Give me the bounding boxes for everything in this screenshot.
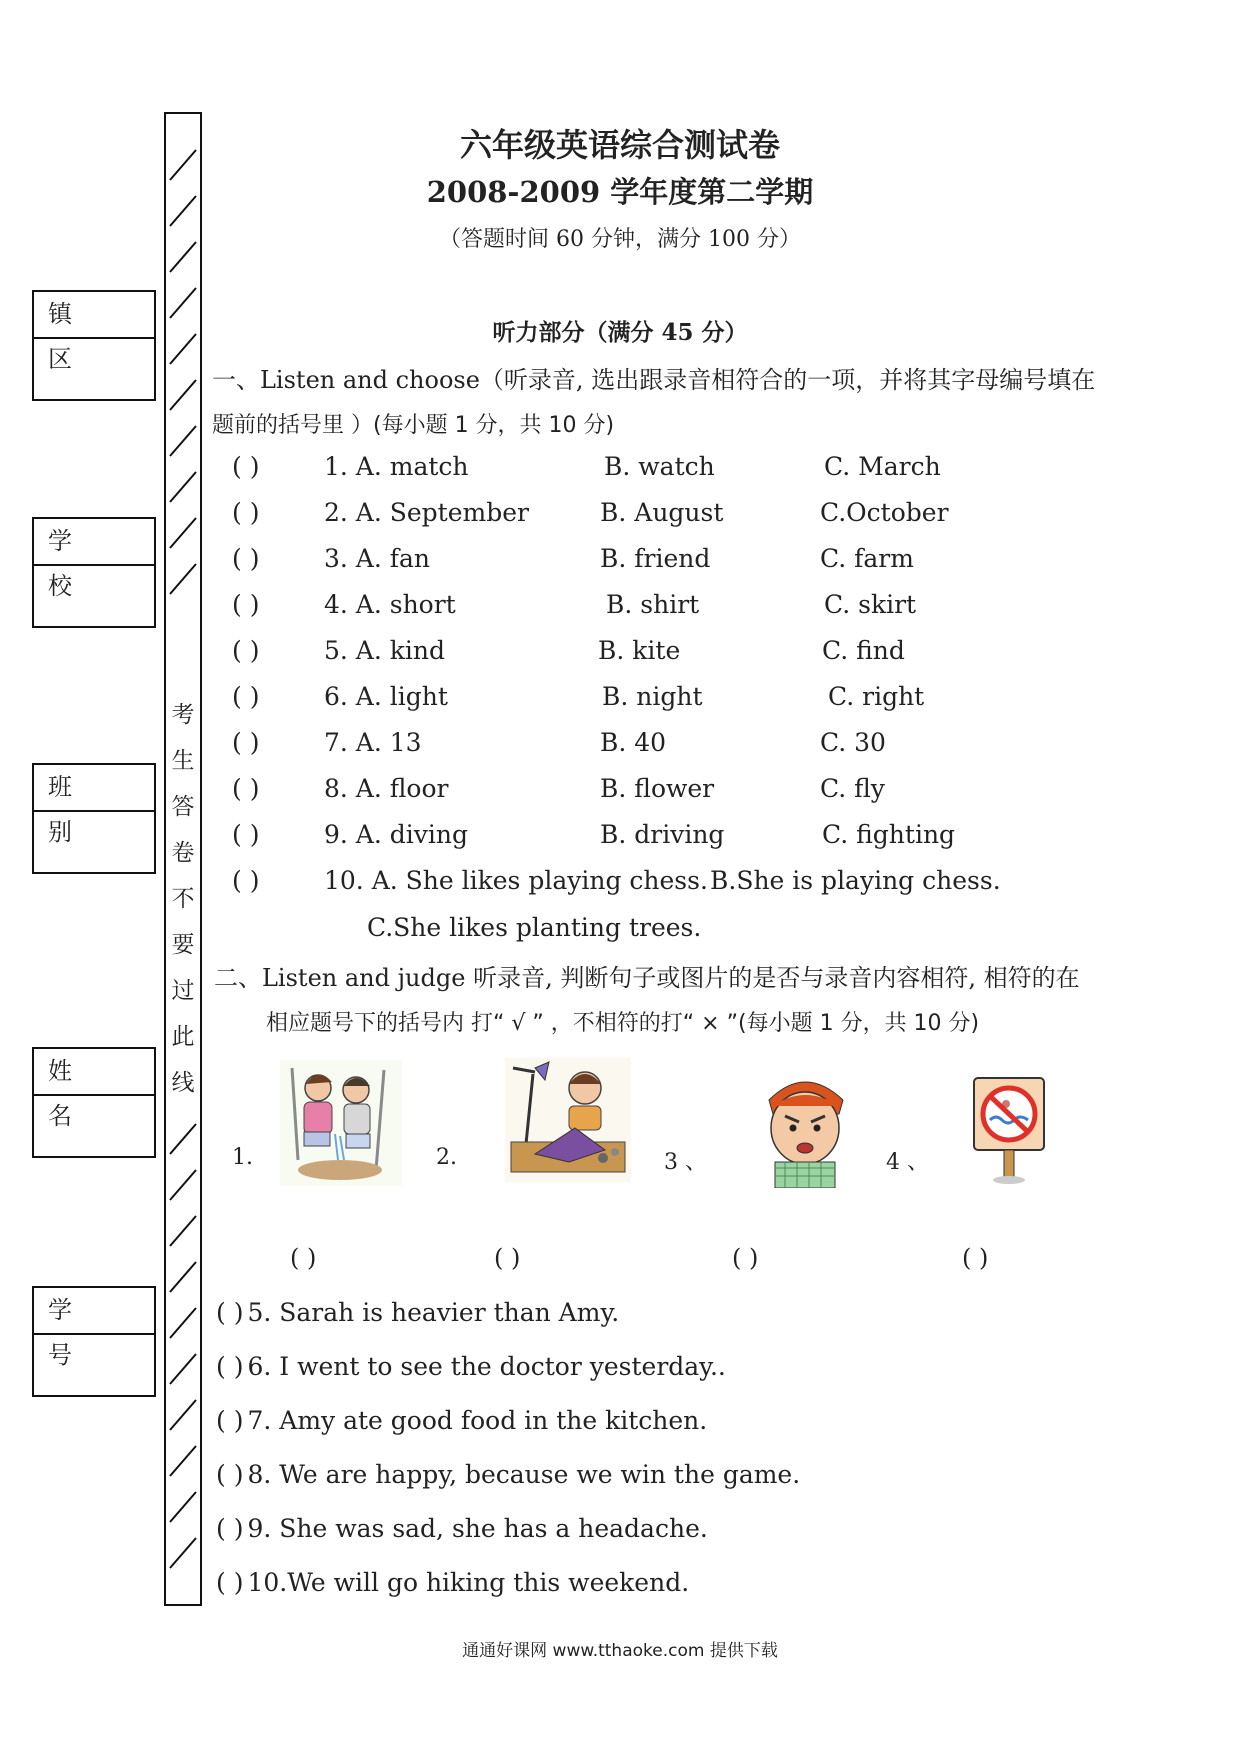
option-b: B. driving xyxy=(600,820,725,849)
picture-number: 4 、 xyxy=(886,1150,929,1175)
option-b: B. watch xyxy=(604,452,715,481)
answer-paren[interactable]: ( ) xyxy=(216,1352,244,1381)
sentence-text: 8. We are happy, because we win the game. xyxy=(247,1460,801,1489)
strip-char: 线 xyxy=(171,1070,195,1096)
option-a: 1. A. match xyxy=(324,452,469,481)
info-box-name xyxy=(32,1047,156,1158)
option-c: C. farm xyxy=(820,544,914,573)
strip-char: 不 xyxy=(171,886,195,912)
no-swimming-sign-picture xyxy=(966,1074,1052,1186)
option-b: B. kite xyxy=(598,636,681,665)
page-title: 六年级英语综合测试卷 xyxy=(459,126,780,164)
picture-answer-paren[interactable]: ( ) xyxy=(732,1244,759,1272)
option-a: 3. A. fan xyxy=(324,544,431,573)
info-label-student-number: 学 号 xyxy=(34,1288,154,1335)
option-b: B. shirt xyxy=(606,590,700,619)
answer-paren[interactable]: ( ) xyxy=(216,1298,244,1327)
option-c: C. find xyxy=(822,636,905,665)
part2-instruction-line2: 相应题号下的括号内 打“ √ ” ，不相符的打“ × ”(每小题 1 分，共 10 分) xyxy=(266,1011,980,1036)
strip-char: 卷 xyxy=(171,840,195,866)
option-c: C. March xyxy=(824,452,941,481)
option-b: B. night xyxy=(602,682,703,711)
answer-paren[interactable]: ( ) xyxy=(232,498,260,527)
answer-paren[interactable]: ( ) xyxy=(232,682,260,711)
page-subtitle: 2008-2009 学年度第二学期 xyxy=(426,175,814,209)
option-c: C. fly xyxy=(820,774,885,803)
sentence-text: 5. Sarah is heavier than Amy. xyxy=(247,1298,620,1327)
answer-paren[interactable]: ( ) xyxy=(232,590,260,619)
option-b: B. flower xyxy=(600,774,715,803)
answer-paren[interactable]: ( ) xyxy=(232,820,260,849)
boy-making-model-plane-picture xyxy=(505,1058,631,1182)
picture-answer-paren[interactable]: ( ) xyxy=(494,1244,521,1272)
strip-char: 答 xyxy=(171,794,195,820)
footer-credit: 通通好课网 www.tthaoke.com 提供下载 xyxy=(462,1641,778,1661)
answer-paren[interactable]: ( ) xyxy=(232,636,260,665)
part2-instruction-line1: 二、Listen and judge 听录音, 判断句子或图片的是否与录音内容相符, 相符的在 xyxy=(214,964,1080,992)
answer-paren[interactable]: ( ) xyxy=(232,452,260,481)
info-label-school: 学 校 xyxy=(34,519,154,566)
judge-sentence-row xyxy=(216,1298,619,1327)
option-a: 7. A. 13 xyxy=(324,728,422,757)
answer-paren[interactable]: ( ) xyxy=(216,1406,244,1435)
info-label-class: 班 别 xyxy=(34,765,154,812)
judge-sentence-row xyxy=(216,1352,726,1381)
picture-answer-paren[interactable]: ( ) xyxy=(290,1244,317,1272)
option-c: C.October xyxy=(820,498,949,527)
picture-number: 3 、 xyxy=(664,1150,707,1175)
info-box-town xyxy=(32,290,156,401)
picture-number: 2. xyxy=(436,1145,457,1170)
angry-boy-face-picture xyxy=(755,1070,855,1188)
part1-instruction-line1: 一、Listen and choose（听录音, 选出跟录音相符合的一项，并将其字母编号填在 xyxy=(212,366,1096,394)
info-label-town: 镇 区 xyxy=(34,292,154,339)
option-b: B. August xyxy=(600,498,724,527)
option-a: 5. A. kind xyxy=(324,636,445,665)
strip-char: 此 xyxy=(171,1024,195,1050)
option-b: B. friend xyxy=(600,544,711,573)
option-c: C. 30 xyxy=(820,728,886,757)
option-c: C. fighting xyxy=(822,820,956,849)
option-c-item10: C.She likes planting trees. xyxy=(367,913,702,942)
answer-paren[interactable]: ( ) xyxy=(232,544,260,573)
info-box-school xyxy=(32,517,156,628)
listening-section-heading: 听力部分（满分 45 分） xyxy=(492,319,748,346)
option-a: 2. A. September xyxy=(324,498,529,527)
binding-strip xyxy=(164,112,202,1606)
answer-paren[interactable]: ( ) xyxy=(216,1568,244,1597)
info-box-class xyxy=(32,763,156,874)
info-box-student-number xyxy=(32,1286,156,1397)
option-a: 6. A. light xyxy=(324,682,448,711)
sentence-text: 10.We will go hiking this weekend. xyxy=(247,1568,690,1597)
sentence-text: 7. Amy ate good food in the kitchen. xyxy=(247,1406,708,1435)
time-note: （答题时间 60 分钟，满分 100 分） xyxy=(439,227,801,252)
answer-paren[interactable]: ( ) xyxy=(216,1460,244,1489)
judge-sentence-row xyxy=(216,1514,708,1543)
option-a: 8. A. floor xyxy=(324,774,449,803)
strip-char: 要 xyxy=(171,932,195,958)
answer-paren[interactable]: ( ) xyxy=(232,866,260,895)
judge-sentence-row xyxy=(216,1568,689,1597)
sentence-text: 9. She was sad, she has a headache. xyxy=(247,1514,708,1543)
option-c: C. skirt xyxy=(824,590,917,619)
option-a: 9. A. diving xyxy=(324,820,468,849)
option-a: 4. A. short xyxy=(324,590,456,619)
picture-answer-paren[interactable]: ( ) xyxy=(962,1244,989,1272)
part1-instruction-line2: 题前的括号里 ）(每小题 1 分，共 10 分) xyxy=(212,413,615,438)
answer-paren[interactable]: ( ) xyxy=(232,728,260,757)
answer-paren[interactable]: ( ) xyxy=(232,774,260,803)
strip-char: 考 xyxy=(171,702,195,728)
option-a: 10. A. She likes playing chess. xyxy=(324,866,708,895)
judge-sentence-row xyxy=(216,1460,800,1489)
picture-number: 1. xyxy=(232,1145,253,1170)
info-label-name: 姓 名 xyxy=(34,1049,154,1096)
judge-sentence-row xyxy=(216,1406,707,1435)
strip-char: 过 xyxy=(171,978,195,1004)
strip-char: 生 xyxy=(171,748,195,774)
children-watering-plant-picture xyxy=(280,1060,402,1186)
option-c: C. right xyxy=(828,682,925,711)
option-b: B.She is playing chess. xyxy=(710,866,1001,895)
answer-paren[interactable]: ( ) xyxy=(216,1514,244,1543)
option-b: B. 40 xyxy=(600,728,667,757)
sentence-text: 6. I went to see the doctor yesterday.. xyxy=(247,1352,726,1381)
